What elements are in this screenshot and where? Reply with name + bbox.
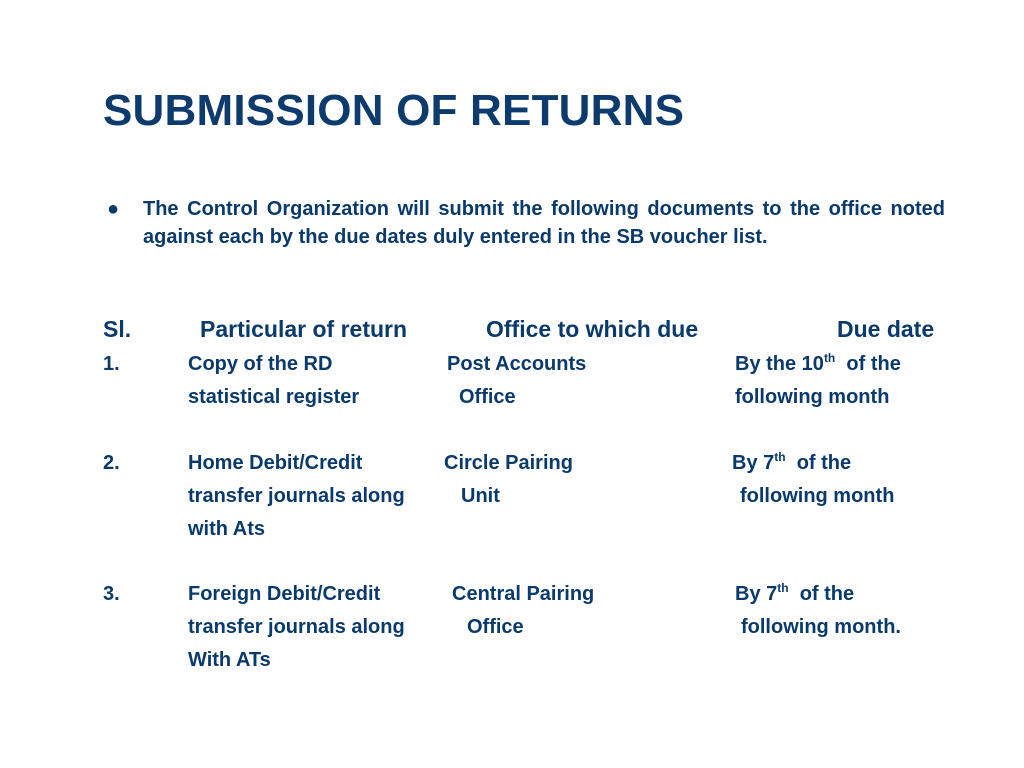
row-particular-line: with Ats: [188, 518, 266, 540]
bullet-text: The Control Organization will submit the following documents to the office noted against each by the due dates duly entered in the SB voucher list.: [143, 198, 945, 248]
header-office: Office to which due: [486, 316, 699, 342]
row-due-line: By 7th of the: [735, 581, 855, 605]
row-particular-line: Copy of the RD: [188, 353, 333, 375]
row-particular-line: Home Debit/Credit: [188, 452, 363, 474]
row-due-line: following month.: [741, 616, 901, 638]
row-sl: 3.: [103, 583, 120, 605]
row-due-line: following month: [735, 386, 890, 408]
row-particular-line: statistical register: [188, 386, 360, 408]
row-particular-line: With ATs: [188, 649, 271, 671]
row-office-line: Office: [467, 616, 524, 638]
row-due-line: By the 10th of the: [735, 351, 901, 375]
header-sl: Sl.: [103, 316, 132, 342]
row-particular-line: Foreign Debit/Credit: [188, 583, 381, 605]
row-sl: 1.: [103, 353, 120, 375]
row-particular-line: transfer journals along: [188, 616, 405, 638]
slide-title: SUBMISSION OF RETURNS: [103, 86, 685, 135]
row-office-line: Unit: [461, 485, 500, 507]
row-office-line: Post Accounts: [447, 353, 587, 375]
header-particular: Particular of return: [200, 316, 408, 342]
bullet-icon: ●: [107, 198, 120, 220]
row-office-line: Office: [459, 386, 516, 408]
row-particular-line: transfer journals along: [188, 485, 405, 507]
row-office-line: Central Pairing: [452, 583, 595, 605]
row-sl: 2.: [103, 452, 120, 474]
header-due-date: Due date: [837, 316, 935, 342]
row-due-line: following month: [740, 485, 895, 507]
row-due-line: By 7th of the: [732, 450, 852, 474]
row-office-line: Circle Pairing: [444, 452, 573, 474]
